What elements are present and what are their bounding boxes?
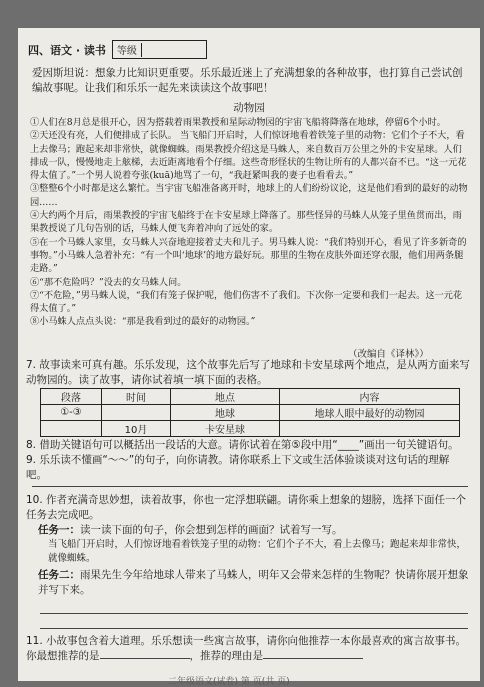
table-cell: 10月 — [102, 421, 171, 437]
table-cell-blank[interactable] — [41, 421, 102, 437]
question-11-text: 11. 小故事包含着大道理。乐乐想读一些寓言故事，请你向他推荐一本你最喜欢的寓言故事书。你最想推荐的是 — [26, 635, 467, 662]
answer-line[interactable] — [40, 628, 468, 629]
story-paragraph: ②天还没有亮，人们便排成了长队。 当飞船门开启时，人们惊讶地看着铁笼子里的动物：它们个子不大，看上去像马；跑起来却非常快，就像蜘蛛。雨果教授介绍这是马蛛人，来自数百万公里之外的卡安星球。人们排成一队，慢慢地走上舷梯，去近距离地看个仔细。这些奇形怪状的生物让所有的人都兴奋不已。“这一元花得太值了。”一个男人说着夸张(kuā)地骂了一句，“我赶紧叫我的妻子也看看去。” — [30, 130, 467, 182]
table-header: 地点 — [171, 389, 280, 405]
table-header: 时间 — [102, 389, 171, 405]
table-header: 段落 — [41, 389, 102, 405]
reason-blank[interactable] — [263, 658, 363, 659]
fill-in-table — [40, 388, 460, 437]
table-cell-blank[interactable] — [102, 405, 171, 421]
question-10-text: 10. 作者充满奇思妙想，读着故事，你也一定浮想联翩。请你乘上想象的翅膀，选择下面任一个任务去完成吧。 — [26, 494, 467, 521]
grade-label: 等级 — [116, 46, 137, 57]
question-7 — [26, 358, 470, 388]
table-row — [41, 405, 460, 421]
table-header-row — [41, 389, 460, 405]
story-paragraph: ④大约两个月后，雨果教授的宇宙飞船终于在卡安星球上降落了。那些怪异的马蛛人从笼子里鱼贯而出，雨果教授说了几句告别的话，马蛛人便飞奔着冲向了远处的家。 — [30, 210, 462, 235]
story-paragraph: ③整整6个小时都是这么繁忙。当宇宙飞船准备离开时，地球上的人们纷纷议论，这是他们看到的最好的动物园…… — [30, 183, 468, 208]
question-11-mid: ，推荐的理由是 — [189, 650, 263, 662]
task-1-label: 任务一： — [38, 524, 80, 536]
table-cell-blank[interactable] — [280, 421, 460, 437]
table-cell: 地球 — [171, 405, 280, 421]
story-paragraph: ①人们在8月总是很开心，因为搭载着雨果教授和星际动物园的宇宙飞船将降落在地球，停留6个小时。 — [30, 117, 446, 128]
table-header: 内容 — [280, 389, 460, 405]
table-cell: ①-③ — [41, 405, 102, 421]
page-footer: 二年级语文(试卷) 第 页(共 页) — [168, 677, 290, 687]
grade-blank[interactable] — [141, 43, 202, 57]
story-source: （改编自《译林》） — [348, 349, 429, 360]
intro-text: 爱因斯坦说：想象力比知识更重要。乐乐最近迷上了充满想象的各种故事，也打算自己尝试创编故事呢。让我们和乐乐一起先来读读这个故事吧！ — [32, 67, 463, 94]
question-9 — [26, 453, 470, 483]
question-8-text: 8. 借助关键语句可以概括出一段话的大意。请你试着在第⑤段中用“____”画出一句关键语句。 — [26, 439, 459, 451]
table-cell: 卡安星球 — [171, 421, 280, 437]
exam-page — [18, 28, 480, 687]
book-blank[interactable] — [100, 658, 190, 659]
table-row — [41, 421, 460, 437]
question-9-text: 9. 乐乐读不懂画“～～”的句子，向你请教。请你联系上下文或生活体验谈谈对这句话的理解吧。 — [26, 454, 450, 481]
question-11 — [26, 634, 470, 664]
grade-box — [112, 40, 207, 59]
table-cell: 地球人眼中最好的动物园 — [280, 405, 460, 421]
question-10 — [26, 493, 470, 538]
story-paragraph: ⑥“那不危险吗？”没去的女马蛛人问。 — [30, 276, 187, 288]
task-1-quote: 当飞船门开启时，人们惊讶地看着铁笼子里的动物：它们个子不大，看上去像马；跑起来却非常快，就像蜘蛛。 — [48, 539, 467, 564]
task-2-label: 任务二： — [38, 569, 80, 581]
task-1-text: 读一读下面的句子，你会想到怎样的画面？试着写一写。 — [80, 524, 343, 536]
story-title: 动物园 — [233, 102, 265, 114]
answer-line[interactable] — [40, 613, 468, 614]
task-1 — [38, 523, 470, 538]
story-paragraph: ⑤在一个马蛛人家里，女马蛛人兴奋地迎接着丈夫和儿子。男马蛛人说：“我们特别开心，看见了许多新奇的事物。”小马蛛人急着补充：“有一个叫‘地球’的地方最好玩。那里的生物在皮肤外面还穿衣服，他们用两条腿走路。” — [30, 236, 467, 275]
question-7-text: 7. 故事读来可真有趣。乐乐发现，这个故事先后写了地球和卡安星球两个地点，是从两方面来写动物园的。读了故事，请你试着填一填下面的表格。 — [26, 359, 470, 386]
task-2-text: 雨果先生今年给地球人带来了马蛛人，明年又会带来怎样的生物呢？快请你展开想象并写下来。 — [38, 569, 469, 596]
story-body — [30, 116, 468, 329]
section-header — [28, 40, 207, 59]
story-paragraph: ⑦“不危险，”男马蛛人说，“我们有笼子保护呢，他们伤害不了我们。下次你一定要和我们一起去。这一元花得太值了。” — [30, 289, 463, 315]
answer-line[interactable] — [32, 486, 468, 487]
task-2 — [26, 568, 470, 598]
story-paragraph: ⑧小马蛛人点点头说：“那是我看到过的最好的动物园。” — [30, 316, 256, 328]
question-8 — [26, 438, 470, 453]
section-title: 四、语文 · 读书 — [28, 43, 106, 57]
